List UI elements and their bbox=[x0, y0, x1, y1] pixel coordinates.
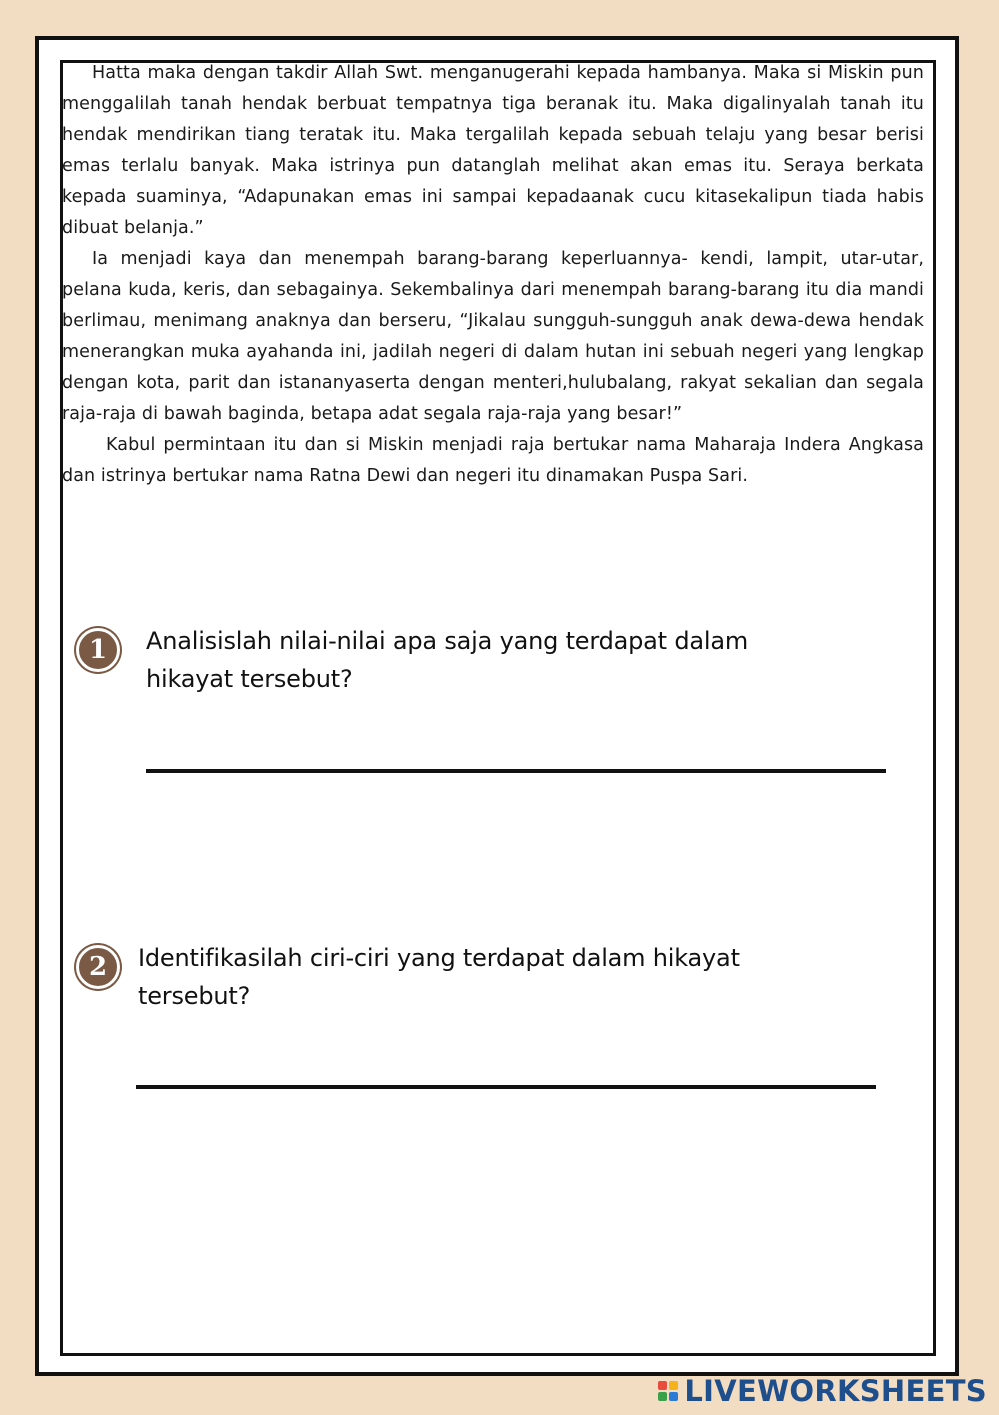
question-2-text: Identifikasilah ciri-ciri yang terdapat dalam hikayat tersebut? bbox=[138, 944, 740, 1010]
liveworksheets-brand bbox=[658, 1374, 987, 1408]
story-paragraph-3: Kabul permintaan itu dan si Miskin menjadi raja bertukar nama Maharaja Indera Angkasa dan istrinya bertukar nama Ratna Dewi dan negeri itu dinamakan Puspa Sari. bbox=[62, 435, 924, 486]
answer-2-input-line[interactable] bbox=[136, 1085, 876, 1089]
question-1-number-badge: 1 bbox=[76, 628, 120, 672]
liveworksheets-wordmark: LIVEWORKSHEETS bbox=[684, 1374, 987, 1408]
story-text bbox=[62, 58, 924, 492]
answer-1-input-line[interactable] bbox=[146, 769, 886, 773]
question-1 bbox=[76, 622, 826, 698]
question-1-text: Analisislah nilai-nilai apa saja yang terdapat dalam hikayat tersebut? bbox=[146, 627, 749, 693]
question-2-number-badge: 2 bbox=[76, 945, 120, 989]
question-2 bbox=[76, 939, 818, 1015]
story-paragraph-1: Hatta maka dengan takdir Allah Swt. menganugerahi kepada hambanya. Maka si Miskin pun menggalilah tanah hendak berbuat tempatnya tiga beranak itu. Maka digalinyalah tanah itu hendak mendirikan tiang teratak itu. Maka tergalilah kepada sebuah telaju yang besar berisi emas terlalu banyak. Maka istrinya pun datanglah melihat akan emas itu. Seraya berkata kepada suaminya, “Adapunakan emas ini sampai kepadaanak cucu kitasekalipun tiada habis dibuat belanja.” bbox=[62, 63, 924, 238]
liveworksheets-logo-icon bbox=[658, 1381, 678, 1401]
story-paragraph-2: Ia menjadi kaya dan menempah barang-barang keperluannya- kendi, lampit, utar-utar, pelana kuda, keris, dan sebagainya. Sekembalinya dari menempah barang-barang itu dia mandi berlimau, menimang anaknya dan berseru, “Jikalau sungguh-sungguh anak dewa-dewa hendak menerangkan muka ayahanda ini, jadiIah negeri di dalam hutan ini sebuah negeri yang lengkap dengan kota, parit dan istananyaserta dengan menteri,hulubalang, rakyat sekalian dan segala raja-raja di bawah baginda, betapa adat segala raja-raja yang besar!” bbox=[62, 249, 924, 424]
